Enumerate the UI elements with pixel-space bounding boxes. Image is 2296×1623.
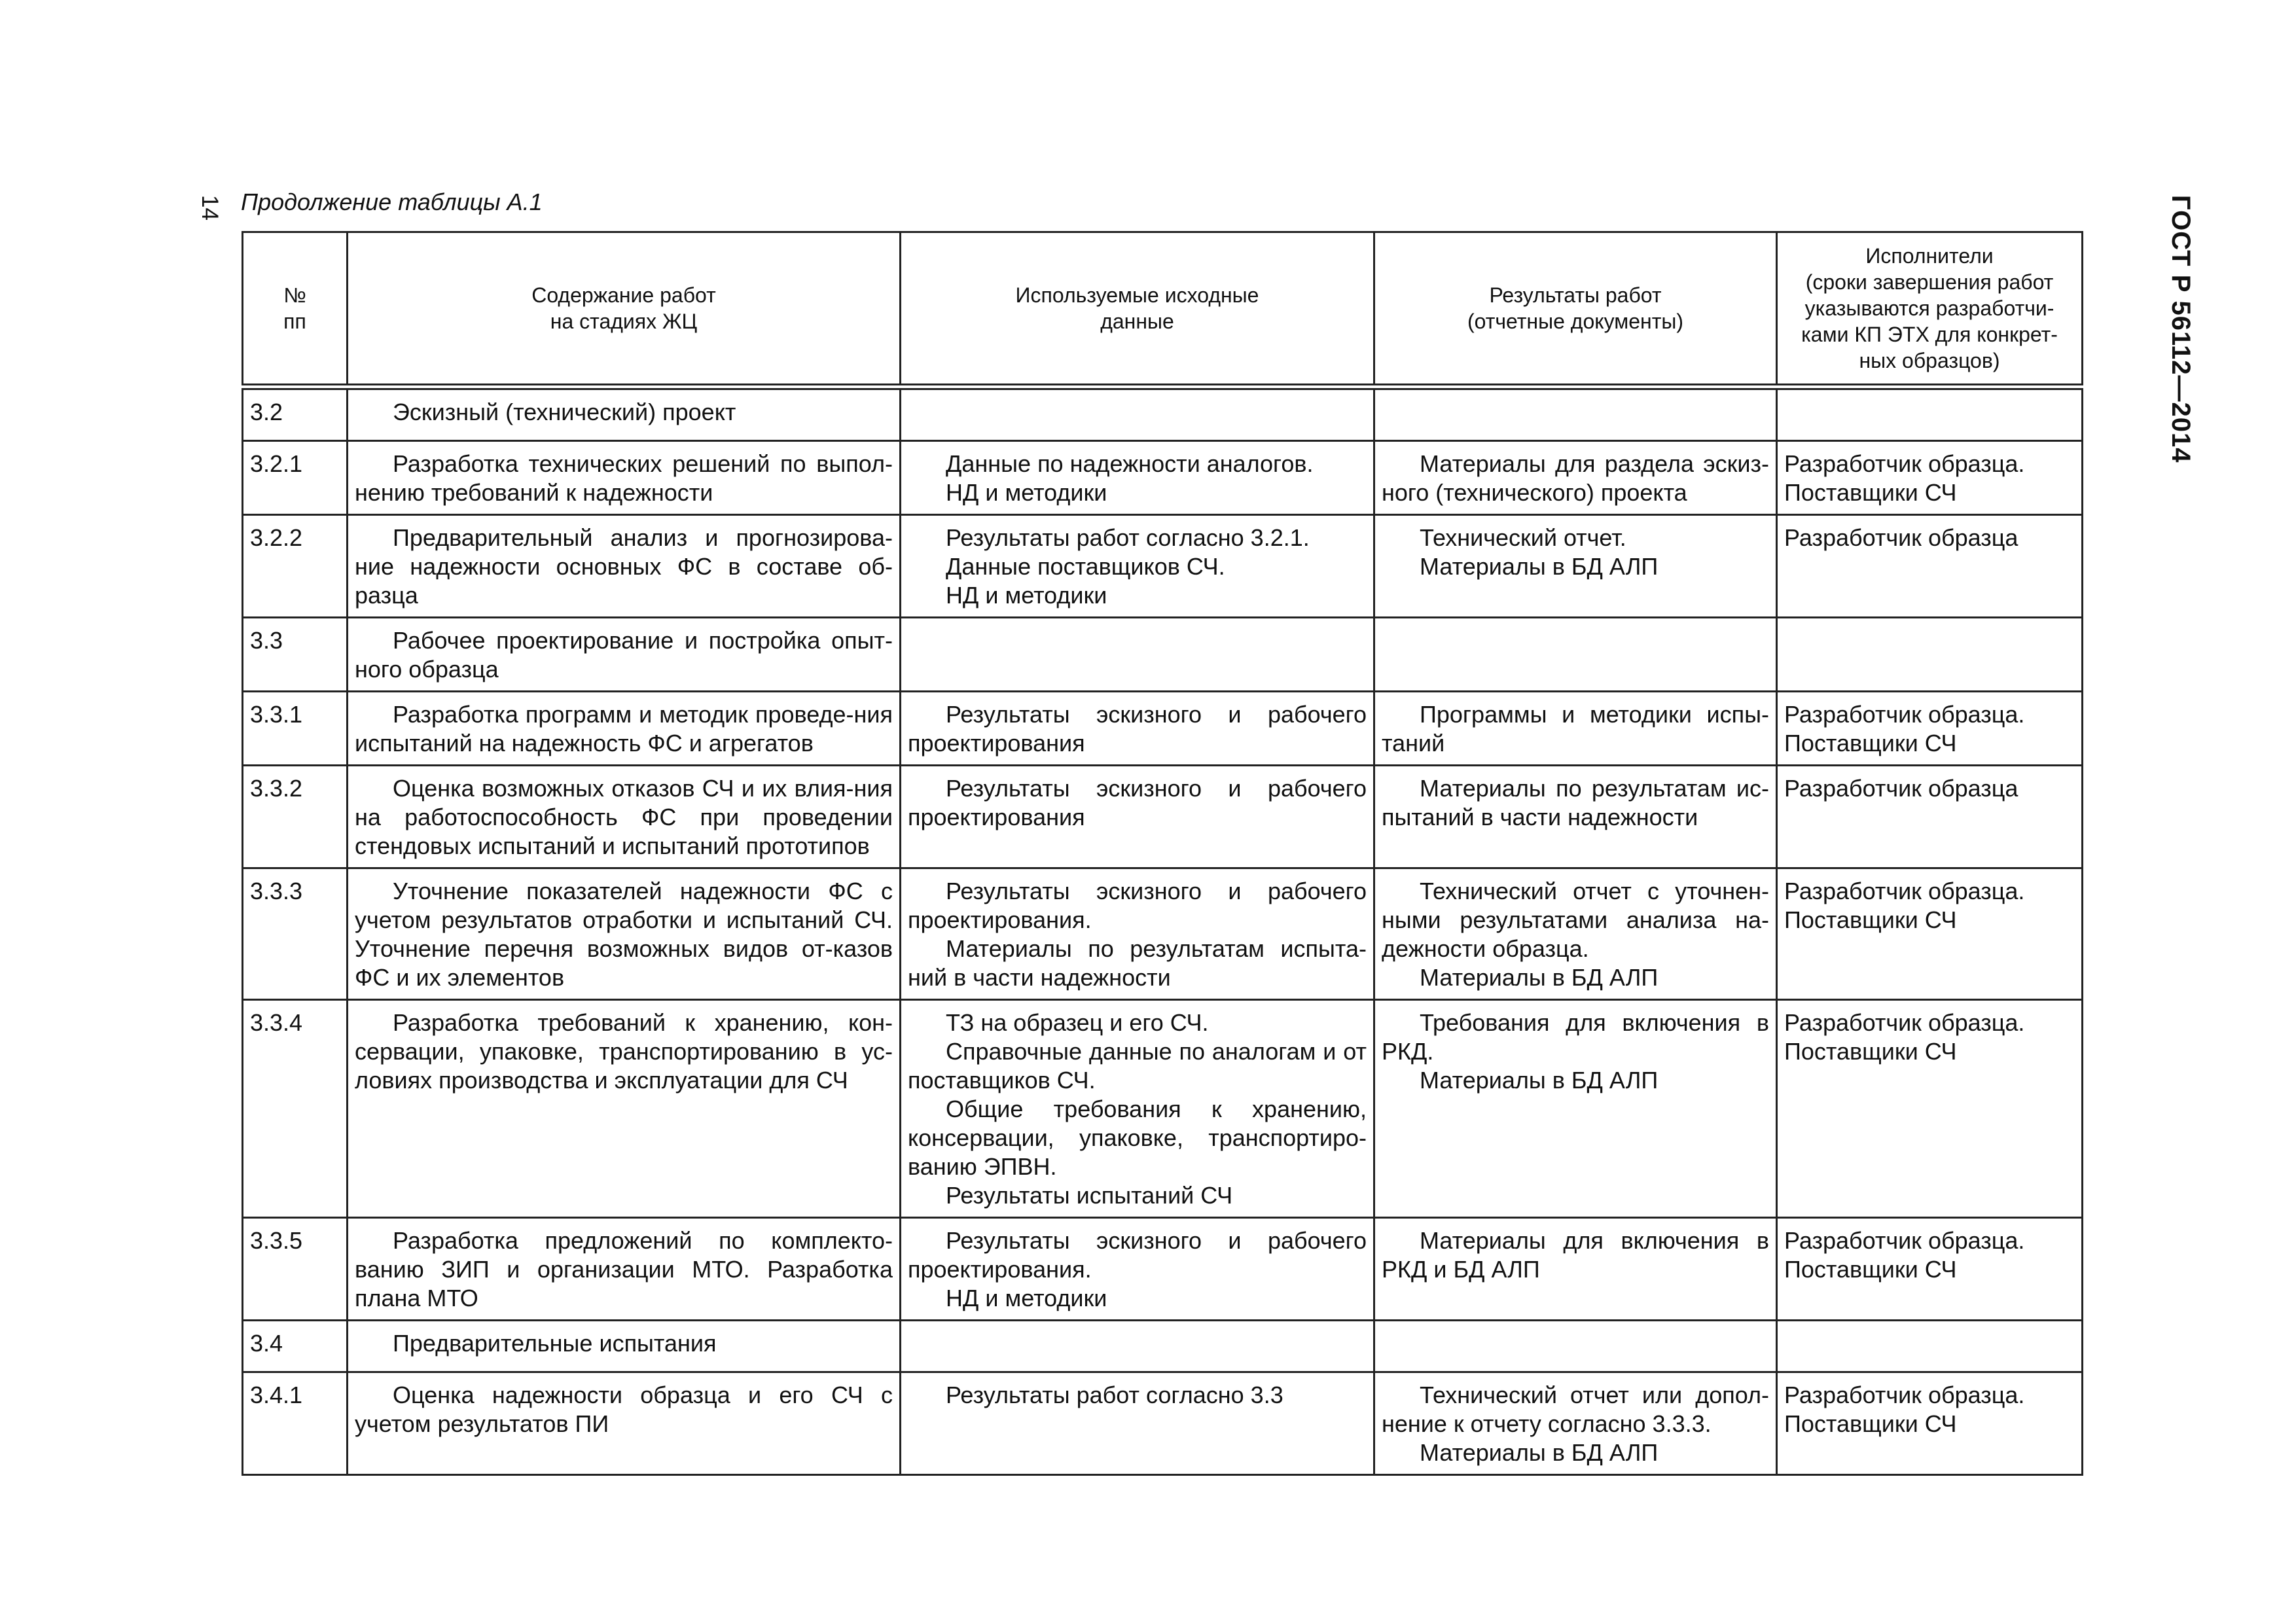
cell-paragraph: Оценка возможных отказов СЧ и их влия-ния на работоспособность ФС при проведении стендовых испытаний и испытаний прототипов xyxy=(355,775,893,859)
content-cell xyxy=(348,387,901,441)
content-cell xyxy=(348,618,901,692)
cell-paragraph: Результаты работ согласно 3.2.1. xyxy=(946,524,1310,551)
page-number: 14 xyxy=(197,195,223,221)
cell-paragraph: Разработчик образца. xyxy=(1784,1382,2025,1408)
cell-paragraph: Уточнение показателей надежности ФС с учетом результатов отработки и испытаний СЧ. Уточнение перечня возможных видов от-казов ФС и их элементов xyxy=(355,878,893,991)
cell-paragraph: Материалы для раздела эскиз-ного (технического) проекта xyxy=(1382,450,1769,506)
content-cell xyxy=(348,1000,901,1218)
executors-cell xyxy=(1777,618,2083,692)
row-number: 3.3.1 xyxy=(243,692,348,766)
cell-paragraph: Технический отчет. xyxy=(1420,524,1626,551)
row-number: 3.3 xyxy=(243,618,348,692)
header-number: № пп xyxy=(243,232,348,387)
executors-cell xyxy=(1777,515,2083,618)
cell-paragraph: Материалы в БД АЛП xyxy=(1420,964,1659,991)
inputs-cell xyxy=(901,618,1374,692)
cell-paragraph: Данные по надежности аналогов. xyxy=(946,450,1314,477)
table-row xyxy=(243,692,2083,766)
cell-paragraph: НД и методики xyxy=(946,479,1107,506)
cell-paragraph: Результаты эскизного и рабочего проектирования. xyxy=(908,1227,1367,1283)
content-cell xyxy=(348,692,901,766)
inputs-cell xyxy=(901,1372,1374,1475)
results-cell xyxy=(1374,618,1777,692)
standard-designation: ГОСТ Р 56112—2014 xyxy=(2166,195,2195,463)
row-number: 3.3.5 xyxy=(243,1218,348,1321)
table-row xyxy=(243,618,2083,692)
results-cell xyxy=(1374,1000,1777,1218)
inputs-cell xyxy=(901,515,1374,618)
cell-paragraph: Разработка требований к хранению, кон-сервации, упаковке, транспортированию в ус-ловиях производства и эксплуатации для СЧ xyxy=(355,1009,893,1094)
cell-paragraph: Материалы в БД АЛП xyxy=(1420,553,1659,580)
cell-paragraph: Разработчик образца xyxy=(1784,524,2018,551)
cell-paragraph: ТЗ на образец и его СЧ. xyxy=(946,1009,1209,1036)
executors-cell xyxy=(1777,387,2083,441)
inputs-cell xyxy=(901,868,1374,1000)
executors-cell xyxy=(1777,1321,2083,1372)
inputs-cell xyxy=(901,387,1374,441)
inputs-cell xyxy=(901,441,1374,515)
cell-paragraph: Разработчик образца. xyxy=(1784,1009,2025,1036)
results-cell xyxy=(1374,1218,1777,1321)
cell-paragraph: Результаты испытаний СЧ xyxy=(946,1182,1233,1209)
content-cell xyxy=(348,766,901,868)
row-number: 3.3.4 xyxy=(243,1000,348,1218)
header-results: Результаты работ (отчетные документы) xyxy=(1374,232,1777,387)
cell-paragraph: Поставщики СЧ xyxy=(1784,730,1957,757)
executors-cell xyxy=(1777,692,2083,766)
table-row xyxy=(243,1218,2083,1321)
cell-paragraph: Эскизный (технический) проект xyxy=(393,399,736,425)
cell-paragraph: Разработчик образца xyxy=(1784,775,2018,802)
results-cell xyxy=(1374,868,1777,1000)
results-cell xyxy=(1374,766,1777,868)
row-number: 3.2.2 xyxy=(243,515,348,618)
row-number: 3.3.2 xyxy=(243,766,348,868)
header-inputs: Используемые исходные данные xyxy=(901,232,1374,387)
executors-cell xyxy=(1777,1000,2083,1218)
results-cell xyxy=(1374,1372,1777,1475)
cell-paragraph: Программы и методики испы-таний xyxy=(1382,701,1769,757)
cell-paragraph: Разработчик образца. xyxy=(1784,878,2025,904)
cell-paragraph: Материалы в БД АЛП xyxy=(1420,1439,1659,1466)
results-cell xyxy=(1374,515,1777,618)
cell-paragraph: Поставщики СЧ xyxy=(1784,1038,1957,1065)
cell-paragraph: Общие требования к хранению, консервации, упаковке, транспортиро-ванию ЭПВН. xyxy=(908,1096,1367,1180)
cell-paragraph: Поставщики СЧ xyxy=(1784,1256,1957,1283)
content-cell xyxy=(348,868,901,1000)
inputs-cell xyxy=(901,1321,1374,1372)
table-row xyxy=(243,1000,2083,1218)
content-cell xyxy=(348,515,901,618)
cell-paragraph: НД и методики xyxy=(946,582,1107,609)
table-row xyxy=(243,1321,2083,1372)
executors-cell xyxy=(1777,1372,2083,1475)
inputs-cell xyxy=(901,766,1374,868)
results-cell xyxy=(1374,1321,1777,1372)
content-cell xyxy=(348,441,901,515)
table-body xyxy=(243,387,2083,1475)
cell-paragraph: НД и методики xyxy=(946,1285,1107,1311)
cell-paragraph: Результаты работ согласно 3.3 xyxy=(946,1382,1283,1408)
cell-paragraph: Разработка программ и методик проведе-ния испытаний на надежность ФС и агрегатов xyxy=(355,701,893,757)
inputs-cell xyxy=(901,1218,1374,1321)
executors-cell xyxy=(1777,766,2083,868)
content-cell xyxy=(348,1218,901,1321)
cell-paragraph: Предварительный анализ и прогнозирова-ние надежности основных ФС в составе об-разца xyxy=(355,524,893,609)
row-number: 3.2.1 xyxy=(243,441,348,515)
cell-paragraph: Оценка надежности образца и его СЧ с учетом результатов ПИ xyxy=(355,1382,893,1437)
content-cell xyxy=(348,1372,901,1475)
table-row xyxy=(243,441,2083,515)
table-header-row xyxy=(243,232,2083,387)
cell-paragraph: Требования для включения в РКД. xyxy=(1382,1009,1769,1065)
executors-cell xyxy=(1777,1218,2083,1321)
cell-paragraph: Предварительные испытания xyxy=(393,1330,717,1357)
cell-paragraph: Рабочее проектирование и постройка опыт-ного образца xyxy=(355,627,893,683)
cell-paragraph: Результаты эскизного и рабочего проектирования xyxy=(908,775,1367,830)
cell-paragraph: Результаты эскизного и рабочего проектирования xyxy=(908,701,1367,757)
requirements-table xyxy=(242,231,2083,1476)
cell-paragraph: Материалы для включения в РКД и БД АЛП xyxy=(1382,1227,1769,1283)
cell-paragraph: Справочные данные по аналогам и от поставщиков СЧ. xyxy=(908,1038,1367,1094)
header-executors: Исполнители (сроки завершения работ указываются разработчи- ками КП ЭТХ для конкрет- ных образцов) xyxy=(1777,232,2083,387)
table-row xyxy=(243,868,2083,1000)
cell-paragraph: Разработчик образца. xyxy=(1784,1227,2025,1254)
table-row xyxy=(243,1372,2083,1475)
row-number: 3.3.3 xyxy=(243,868,348,1000)
row-number: 3.2 xyxy=(243,387,348,441)
inputs-cell xyxy=(901,692,1374,766)
table-row xyxy=(243,515,2083,618)
cell-paragraph: Технический отчет с уточнен-ными результатами анализа на-дежности образца. xyxy=(1382,878,1769,962)
cell-paragraph: Результаты эскизного и рабочего проектирования. xyxy=(908,878,1367,933)
content-cell xyxy=(348,1321,901,1372)
cell-paragraph: Данные поставщиков СЧ. xyxy=(946,553,1225,580)
inputs-cell xyxy=(901,1000,1374,1218)
executors-cell xyxy=(1777,441,2083,515)
cell-paragraph: Технический отчет или допол-нение к отчету согласно 3.3.3. xyxy=(1382,1382,1769,1437)
executors-cell xyxy=(1777,868,2083,1000)
cell-paragraph: Поставщики СЧ xyxy=(1784,1410,1957,1437)
row-number: 3.4 xyxy=(243,1321,348,1372)
row-number: 3.4.1 xyxy=(243,1372,348,1475)
cell-paragraph: Материалы по результатам ис-пытаний в части надежности xyxy=(1382,775,1769,830)
cell-paragraph: Разработка технических решений по выпол-нению требований к надежности xyxy=(355,450,893,506)
cell-paragraph: Поставщики СЧ xyxy=(1784,479,1957,506)
cell-paragraph: Материалы в БД АЛП xyxy=(1420,1067,1659,1094)
cell-paragraph: Материалы по результатам испыта-ний в части надежности xyxy=(908,935,1367,991)
cell-paragraph: Разработка предложений по комплекто-ванию ЗИП и организации МТО. Разработка плана МТО xyxy=(355,1227,893,1311)
table-continuation-caption: Продолжение таблицы А.1 xyxy=(241,188,543,215)
table-row xyxy=(243,387,2083,441)
header-content: Содержание работ на стадиях ЖЦ xyxy=(348,232,901,387)
results-cell xyxy=(1374,692,1777,766)
cell-paragraph: Разработчик образца. xyxy=(1784,450,2025,477)
cell-paragraph: Разработчик образца. xyxy=(1784,701,2025,728)
results-cell xyxy=(1374,387,1777,441)
cell-paragraph: Поставщики СЧ xyxy=(1784,906,1957,933)
results-cell xyxy=(1374,441,1777,515)
table-row xyxy=(243,766,2083,868)
